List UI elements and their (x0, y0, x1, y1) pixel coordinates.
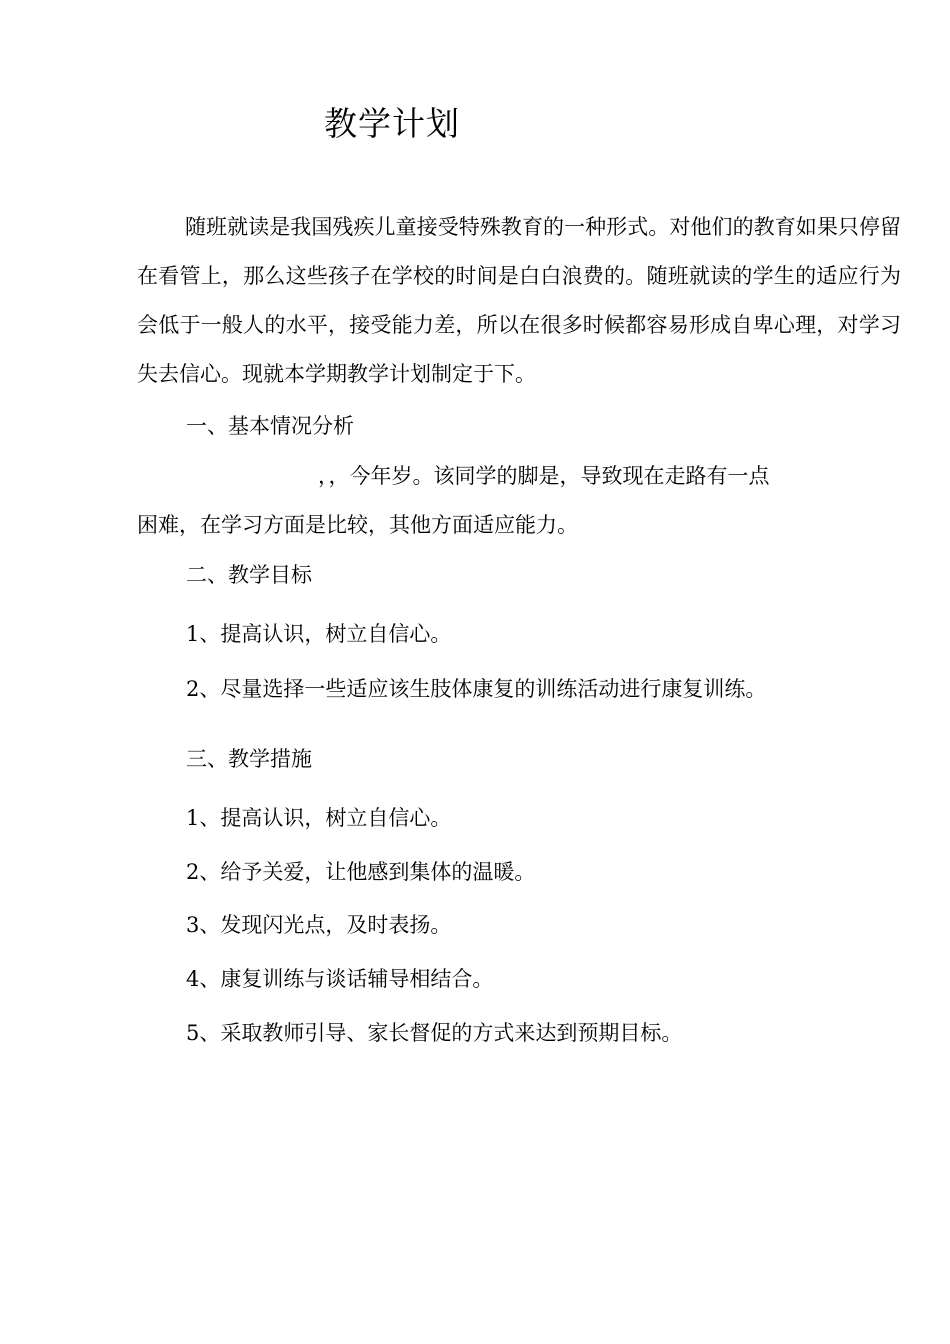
list-item: 4、康复训练与谈话辅导相结合。 (186, 967, 494, 991)
list-item: 2、给予关爱，让他感到集体的温暖。 (186, 860, 536, 884)
list-item: 1、提高认识，树立自信心。 (186, 622, 452, 646)
section-heading-teaching-measures: 三、教学措施 (186, 747, 312, 771)
document-title: 教学计划 (324, 104, 460, 143)
section-paragraph-line: ，，今年岁。该同学的脚是，导致现在走路有一点 (318, 464, 770, 488)
list-item: 1、提高认识，树立自信心。 (186, 806, 452, 830)
section-heading-basic-analysis: 一、基本情况分析 (186, 414, 354, 438)
list-item: 3、发现闪光点，及时表扬。 (186, 913, 452, 937)
list-item: 5、采取教师引导、家长督促的方式来达到预期目标。 (186, 1021, 683, 1045)
section-heading-teaching-goals: 二、教学目标 (186, 563, 312, 587)
list-item: 2、尽量选择一些适应该生肢体康复的训练活动进行康复训练。 (186, 677, 767, 701)
intro-paragraph: 随班就读是我国残疾儿童接受特殊教育的一种形式。对他们的教育如果只停留在看管上，那么这些孩子在学校的时间是白白浪费的。随班就读的学生的适应行为会低于一般人的水平，接受能力差，所以在很多时候都容易形成自卑心理，对学习失去信心。现就本学期教学计划制定于下。 (137, 215, 901, 386)
section-paragraph-line: 困难，在学习方面是比较，其他方面适应能力。 (137, 513, 578, 537)
